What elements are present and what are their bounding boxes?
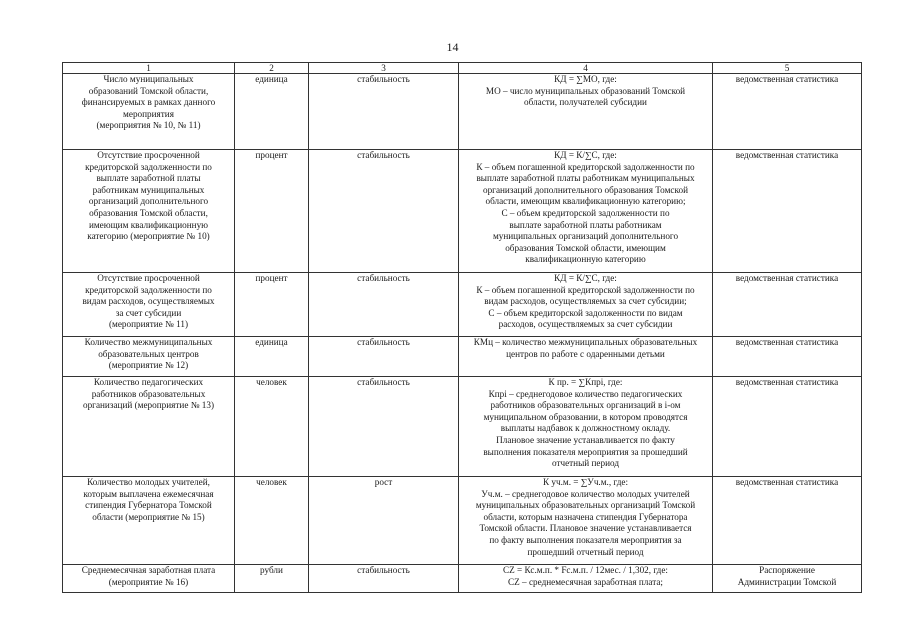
trend-cell — [309, 377, 459, 477]
formula-cell — [459, 74, 713, 150]
unit-cell — [235, 337, 309, 377]
indicator-line: Количество педагогических — [93, 377, 204, 387]
trend-text: стабильность — [357, 337, 410, 347]
indicator-line: кредиторской задолженности по — [85, 161, 212, 172]
indicator-line: области (мероприятие № 15) — [92, 511, 205, 522]
formula-line: КМц – количество межмуниципальных образовательных — [473, 337, 698, 347]
formula-line: муниципальных организаций дополнительного — [492, 231, 679, 242]
indicator-line: категорию (мероприятие № 10) — [87, 231, 210, 242]
indicator-line: работников образовательных — [91, 388, 206, 399]
indicator-line: (мероприятие № 11) — [108, 319, 189, 330]
formula-line: С – объем кредиторской задолженности по — [501, 207, 670, 218]
indicator-line: организаций (мероприятие № 13) — [82, 400, 215, 411]
source-cell — [713, 74, 862, 150]
source-cell — [713, 273, 862, 337]
table-row — [63, 74, 862, 150]
indicator-line: мероприятия — [123, 108, 174, 119]
formula-line: CZ – среднемесячная заработная плата; — [508, 576, 663, 587]
formula-line: образования Томской области, имеющим — [505, 242, 666, 253]
formula-line: по факту выполнения показателя мероприятия за — [489, 534, 682, 545]
formula-line: области, имеющим квалификационную категорию; — [485, 196, 686, 207]
source-cell — [713, 150, 862, 273]
unit-cell — [235, 150, 309, 273]
formula-line: области, которым назначена стипендия Губернатора — [483, 511, 688, 522]
indicator-line: Количество межмуниципальных — [84, 337, 213, 347]
formula-line: видам расходов, осуществляемых за счет субсидии; — [484, 296, 687, 307]
formula-line: выплате заработной платы работникам муниципальных — [476, 173, 695, 184]
formula-line: CZ = Кс.м.п. * Fс.м.п. / 12мес. / 1,302, где: — [503, 565, 668, 575]
column-number-3: 3 — [309, 63, 459, 74]
formula-line: С – объем кредиторской задолженности по видам — [488, 307, 683, 318]
indicator-cell — [63, 150, 235, 273]
indicator-cell — [63, 273, 235, 337]
indicator-line: которым выплачена ежемесячная — [83, 488, 214, 499]
unit-cell — [235, 74, 309, 150]
indicator-cell — [63, 377, 235, 477]
table-row — [63, 273, 862, 337]
formula-cell — [459, 377, 713, 477]
indicator-line: видам расходов, осуществляемых — [82, 296, 215, 307]
formula-line: выплате заработной платы работникам — [509, 219, 662, 230]
table-body — [63, 74, 862, 593]
formula-line: Кпрi – среднегодовое количество педагогических — [488, 388, 683, 399]
trend-cell — [309, 150, 459, 273]
indicator-line: (мероприятие № 12) — [108, 360, 189, 371]
source-line: Распоряжение — [759, 565, 815, 575]
formula-line: выплаты надбавок к должностному окладу. — [500, 423, 671, 434]
unit-text: единица — [255, 74, 288, 84]
indicator-cell — [63, 337, 235, 377]
trend-cell — [309, 74, 459, 150]
formula-cell — [459, 477, 713, 565]
formula-line: выполнения показателя мероприятия за прошедший — [483, 446, 688, 457]
source-line: ведомственная статистика — [735, 273, 839, 283]
formula-line: отчетный период — [551, 458, 619, 469]
unit-text: единица — [255, 337, 288, 347]
formula-line: центров по работе с одаренными детьми — [506, 348, 665, 359]
formula-line: КД = ∑МО, где: — [554, 74, 617, 84]
formula-line: квалификационную категорию — [525, 254, 646, 265]
table-row — [63, 377, 862, 477]
indicator-line: выплате заработной платы — [96, 173, 201, 184]
indicator-line: образования Томской области, — [89, 207, 208, 218]
unit-text: процент — [255, 273, 288, 283]
source-line: Администрации Томской — [737, 576, 837, 587]
formula-line: расходов, осуществляемых за счет субсидии — [498, 319, 673, 330]
indicator-cell — [63, 565, 235, 593]
formula-cell — [459, 565, 713, 593]
trend-text: стабильность — [357, 565, 410, 575]
unit-cell — [235, 565, 309, 593]
formula-cell — [459, 273, 713, 337]
table-row — [63, 150, 862, 273]
indicators-table — [62, 62, 862, 593]
indicator-line: образовательных центров — [98, 348, 199, 359]
indicator-line: Число муниципальных — [103, 74, 194, 84]
source-cell — [713, 565, 862, 593]
formula-line: области, получателей субсидии — [524, 97, 647, 108]
unit-text: рубли — [260, 565, 283, 575]
formula-line: Уч.м. – среднегодовое количество молодых учителей — [481, 488, 690, 499]
source-line: ведомственная статистика — [735, 150, 839, 160]
indicator-cell — [63, 477, 235, 565]
trend-text: стабильность — [357, 377, 410, 387]
unit-text: человек — [256, 477, 287, 487]
formula-line: муниципальном образовании, в котором проводятся — [483, 411, 688, 422]
indicator-line: работникам муниципальных — [92, 184, 205, 195]
formula-line: КД = К/∑С, где: — [554, 273, 617, 283]
table-row — [63, 337, 862, 377]
trend-text: стабильность — [357, 74, 410, 84]
indicator-line: Отсутствие просроченной — [97, 273, 200, 283]
trend-text: стабильность — [357, 273, 410, 283]
formula-cell — [459, 150, 713, 273]
page-number: 14 — [446, 40, 459, 54]
formula-cell — [459, 337, 713, 377]
formula-line: К – объем погашенной кредиторской задолженности по — [476, 284, 695, 295]
unit-cell — [235, 477, 309, 565]
formula-line: организаций дополнительного образования Томской — [482, 184, 688, 195]
indicator-line: за счет субсидии — [115, 307, 182, 318]
indicator-line: Отсутствие просроченной — [97, 150, 200, 160]
formula-line: Томской области. Плановое значение устанавливается — [479, 523, 692, 534]
indicator-line: организаций дополнительного — [88, 196, 209, 207]
column-number-2: 2 — [235, 63, 309, 74]
formula-line: Плановое значение устанавливается по факту — [496, 434, 675, 445]
formula-line: муниципальных образовательных организаций Томской — [475, 500, 696, 511]
unit-cell — [235, 273, 309, 337]
unit-text: человек — [256, 377, 287, 387]
indicator-line: финансируемых в рамках данного — [81, 97, 216, 108]
unit-text: процент — [255, 150, 288, 160]
trend-text: рост — [374, 477, 393, 487]
table-header-row — [63, 63, 862, 74]
trend-cell — [309, 565, 459, 593]
source-line: ведомственная статистика — [735, 477, 839, 487]
source-cell — [713, 477, 862, 565]
table-row — [63, 565, 862, 593]
indicator-line: кредиторской задолженности по — [85, 284, 212, 295]
source-line: ведомственная статистика — [735, 377, 839, 387]
column-number-5: 5 — [713, 63, 862, 74]
source-line: ведомственная статистика — [735, 74, 839, 84]
formula-line: К уч.м. = ∑Уч.м., где: — [542, 477, 629, 487]
formula-line: МО – число муниципальных образований Томской — [485, 85, 686, 96]
indicator-line: (мероприятия № 10, № 11) — [96, 120, 201, 131]
indicator-cell — [63, 74, 235, 150]
column-number-1: 1 — [63, 63, 235, 74]
trend-cell — [309, 273, 459, 337]
source-cell — [713, 337, 862, 377]
source-cell — [713, 377, 862, 477]
trend-cell — [309, 477, 459, 565]
trend-text: стабильность — [357, 150, 410, 160]
indicator-line: Среднемесячная заработная плата — [81, 565, 216, 575]
column-number-4: 4 — [459, 63, 713, 74]
indicator-line: Количество молодых учителей, — [87, 477, 210, 487]
formula-line: прошедший отчетный период — [527, 546, 644, 557]
trend-cell — [309, 337, 459, 377]
indicator-line: образований Томской области, — [88, 85, 209, 96]
indicator-line: стипендия Губернатора Томской — [85, 500, 212, 511]
indicator-line: имеющим квалификационную — [88, 219, 209, 230]
unit-cell — [235, 377, 309, 477]
source-line: ведомственная статистика — [735, 337, 839, 347]
indicator-line: (мероприятие № 16) — [108, 576, 189, 587]
formula-line: работников образовательных организаций в i-ом — [490, 400, 681, 411]
formula-line: К пр. = ∑Кпрi, где: — [548, 377, 623, 387]
formula-line: К – объем погашенной кредиторской задолженности по — [476, 161, 695, 172]
table-row — [63, 477, 862, 565]
formula-line: КД = К/∑С, где: — [554, 150, 617, 160]
